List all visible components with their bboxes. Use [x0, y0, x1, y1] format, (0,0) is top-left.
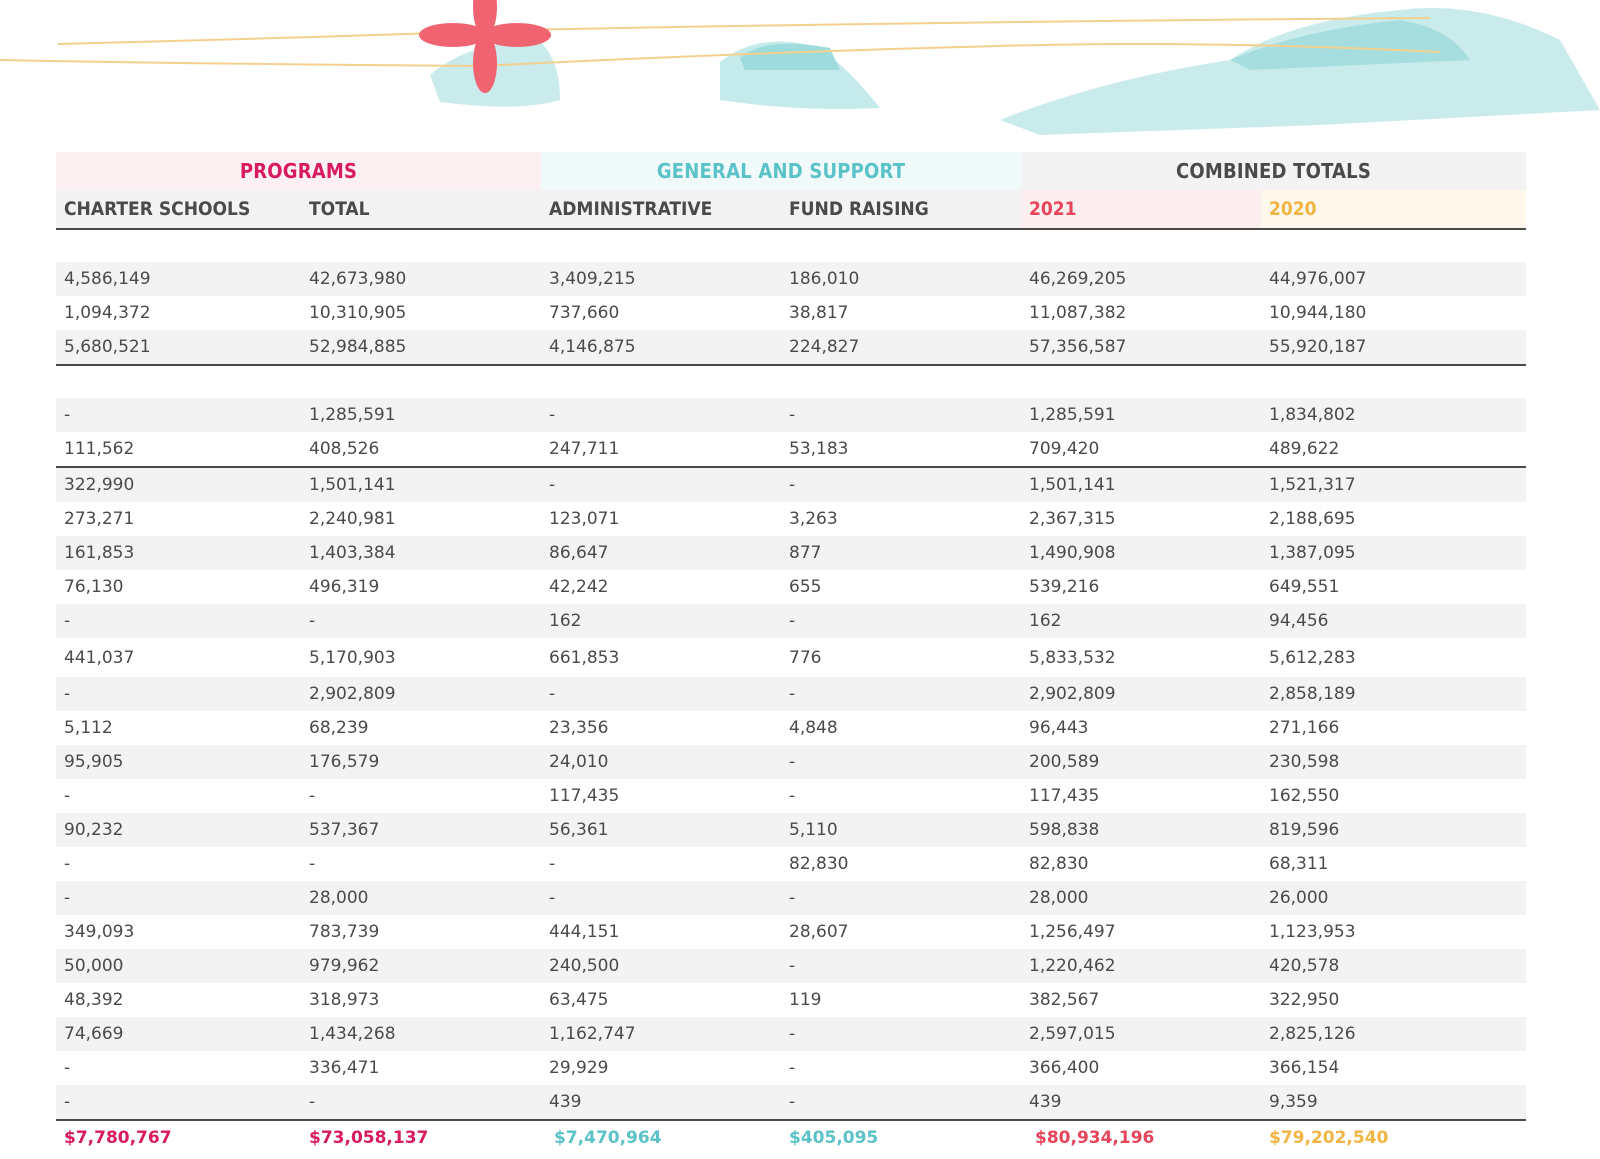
cell-y2021: 46,269,205: [1029, 269, 1127, 289]
cell-fund-raising: -: [789, 684, 796, 704]
cell-total: 1,501,141: [309, 475, 396, 495]
cell-charter-schools: 322,990: [64, 475, 135, 495]
table-row: [56, 677, 1526, 711]
gold-lines: [0, 18, 1440, 66]
cell-y2021: 2,367,315: [1029, 509, 1116, 529]
section-spacer: [56, 366, 1526, 398]
cell-y2021: 117,435: [1029, 786, 1100, 806]
cell-charter-schools: -: [64, 405, 71, 425]
table-row: [56, 847, 1526, 881]
cell-charter-schools: 48,392: [64, 990, 124, 1010]
cell-charter-schools: 76,130: [64, 577, 124, 597]
cell-administrative: 444,151: [549, 922, 620, 942]
cell-fund-raising: 28,607: [789, 922, 849, 942]
table-row: [56, 398, 1526, 432]
column-header-row: [56, 190, 1526, 230]
cell-charter-schools: 1,094,372: [64, 303, 151, 323]
cell-y2020: 420,578: [1269, 956, 1340, 976]
cell-charter-schools: 349,093: [64, 922, 135, 942]
cell-administrative: 240,500: [549, 956, 620, 976]
cell-y2020: 230,598: [1269, 752, 1340, 772]
table-row: [56, 1051, 1526, 1085]
cell-administrative: 4,146,875: [549, 337, 636, 357]
cell-y2020: 1,521,317: [1269, 475, 1356, 495]
cell-y2021: 11,087,382: [1029, 303, 1127, 323]
cell-fund-raising: -: [789, 786, 796, 806]
cell-administrative: -: [549, 854, 556, 874]
cell-administrative: 1,162,747: [549, 1024, 636, 1044]
cell-y2021: 2,597,015: [1029, 1024, 1116, 1044]
cell-administrative: 63,475: [549, 990, 609, 1010]
cell-y2021: 28,000: [1029, 888, 1089, 908]
cell-administrative: 42,242: [549, 577, 609, 597]
cell-y2020: 2,825,126: [1269, 1024, 1356, 1044]
cell-fund-raising: 877: [789, 543, 822, 563]
cell-y2021: 382,567: [1029, 990, 1100, 1010]
cell-y2021: 200,589: [1029, 752, 1100, 772]
cell-total: -: [309, 854, 316, 874]
cell-charter-schools: -: [64, 611, 71, 631]
cell-y2020: 162,550: [1269, 786, 1340, 806]
total-2020: $79,202,540: [1269, 1128, 1389, 1148]
cell-fund-raising: -: [789, 475, 796, 495]
cell-total: 537,367: [309, 820, 380, 840]
group-general-support: GENERAL AND SUPPORT: [541, 152, 1021, 190]
cell-administrative: 117,435: [549, 786, 620, 806]
table-row: [56, 745, 1526, 779]
cell-administrative: 737,660: [549, 303, 620, 323]
cell-total: 408,526: [309, 439, 380, 459]
cell-y2020: 44,976,007: [1269, 269, 1367, 289]
cell-y2020: 271,166: [1269, 718, 1340, 738]
table-row: [56, 638, 1526, 677]
cell-fund-raising: -: [789, 405, 796, 425]
cell-y2020: 1,387,095: [1269, 543, 1356, 563]
cell-fund-raising: 186,010: [789, 269, 860, 289]
cell-total: -: [309, 786, 316, 806]
table-row: [56, 330, 1526, 366]
table-row: [56, 502, 1526, 536]
cell-administrative: 247,711: [549, 439, 620, 459]
cell-total: 5,170,903: [309, 647, 396, 668]
cell-administrative: 661,853: [549, 647, 620, 668]
cell-y2021: 5,833,532: [1029, 647, 1116, 668]
cell-charter-schools: 273,271: [64, 509, 135, 529]
cell-fund-raising: 53,183: [789, 439, 849, 459]
cell-administrative: 3,409,215: [549, 269, 636, 289]
header-decoration: [0, 0, 1600, 150]
cell-y2020: 2,858,189: [1269, 684, 1356, 704]
col-2021: 2021: [1021, 190, 1261, 228]
cell-charter-schools: -: [64, 888, 71, 908]
group-combined-totals: COMBINED TOTALS: [1021, 152, 1526, 190]
section-salaries: [56, 262, 1526, 366]
cell-charter-schools: 74,669: [64, 1024, 124, 1044]
cell-y2020: 10,944,180: [1269, 303, 1367, 323]
section-spacer: [56, 230, 1526, 262]
cell-administrative: -: [549, 684, 556, 704]
cell-y2021: 598,838: [1029, 820, 1100, 840]
table-row: [56, 468, 1526, 502]
col-administrative: ADMINISTRATIVE: [541, 190, 781, 228]
cell-charter-schools: -: [64, 786, 71, 806]
cell-y2020: 5,612,283: [1269, 647, 1356, 668]
cell-y2021: 1,285,591: [1029, 405, 1116, 425]
total-fund-raising: $405,095: [789, 1128, 879, 1148]
cell-administrative: -: [549, 888, 556, 908]
table-row: [56, 604, 1526, 638]
table-row: [56, 296, 1526, 330]
expenses-table: [56, 152, 1526, 1155]
cell-fund-raising: 5,110: [789, 820, 838, 840]
cell-total: 979,962: [309, 956, 380, 976]
group-programs: PROGRAMS: [56, 152, 541, 190]
col-fund-raising: FUND RAISING: [781, 190, 1021, 228]
cell-charter-schools: 111,562: [64, 439, 135, 459]
cell-fund-raising: 224,827: [789, 337, 860, 357]
cell-charter-schools: -: [64, 1058, 71, 1078]
cell-y2021: 57,356,587: [1029, 337, 1127, 357]
cell-y2020: 68,311: [1269, 854, 1329, 874]
cell-y2020: 819,596: [1269, 820, 1340, 840]
cell-total: 2,240,981: [309, 509, 396, 529]
cell-total: 336,471: [309, 1058, 380, 1078]
section-other-a: [56, 398, 1526, 468]
cell-y2020: 322,950: [1269, 990, 1340, 1010]
total-programs-total: $73,058,137: [309, 1128, 429, 1148]
cell-y2020: 2,188,695: [1269, 509, 1356, 529]
cell-total: 318,973: [309, 990, 380, 1010]
cell-charter-schools: 5,112: [64, 718, 113, 738]
section-other-b: [56, 468, 1526, 1121]
cell-total: 10,310,905: [309, 303, 407, 323]
cell-y2021: 96,443: [1029, 718, 1089, 738]
table-row: [56, 432, 1526, 468]
cell-y2020: 9,359: [1269, 1092, 1318, 1112]
cell-total: 496,319: [309, 577, 380, 597]
cell-charter-schools: 161,853: [64, 543, 135, 563]
cell-charter-schools: -: [64, 854, 71, 874]
cell-charter-schools: 441,037: [64, 647, 135, 668]
cell-total: 1,285,591: [309, 405, 396, 425]
table-row: [56, 983, 1526, 1017]
cell-administrative: 123,071: [549, 509, 620, 529]
cell-y2020: 94,456: [1269, 611, 1329, 631]
cell-administrative: -: [549, 405, 556, 425]
cell-fund-raising: -: [789, 611, 796, 631]
cell-administrative: -: [549, 475, 556, 495]
cell-fund-raising: 776: [789, 647, 822, 668]
cell-charter-schools: -: [64, 684, 71, 704]
cell-administrative: 162: [549, 611, 582, 631]
cell-total: 42,673,980: [309, 269, 407, 289]
cell-charter-schools: -: [64, 1092, 71, 1112]
total-administrative: $7,470,964: [554, 1128, 662, 1148]
table-row: [56, 915, 1526, 949]
table-row: [56, 1085, 1526, 1121]
cell-total: 176,579: [309, 752, 380, 772]
table-row: [56, 536, 1526, 570]
cell-charter-schools: 90,232: [64, 820, 124, 840]
cell-administrative: 23,356: [549, 718, 609, 738]
table-row: [56, 949, 1526, 983]
cell-y2021: 1,490,908: [1029, 543, 1116, 563]
cell-total: -: [309, 611, 316, 631]
cell-total: 1,403,384: [309, 543, 396, 563]
cell-administrative: 439: [549, 1092, 582, 1112]
cell-charter-schools: 50,000: [64, 956, 124, 976]
cell-fund-raising: -: [789, 752, 796, 772]
cell-y2021: 709,420: [1029, 439, 1100, 459]
cell-fund-raising: -: [789, 1024, 796, 1044]
cell-y2020: 1,834,802: [1269, 405, 1356, 425]
cell-total: -: [309, 1092, 316, 1112]
cell-y2021: 1,220,462: [1029, 956, 1116, 976]
cell-fund-raising: 82,830: [789, 854, 849, 874]
cell-y2021: 82,830: [1029, 854, 1089, 874]
table-row: [56, 711, 1526, 745]
col-charter-schools: CHARTER SCHOOLS: [56, 190, 301, 228]
cell-charter-schools: 95,905: [64, 752, 124, 772]
table-row: [56, 779, 1526, 813]
cell-y2020: 1,123,953: [1269, 922, 1356, 942]
cell-fund-raising: -: [789, 888, 796, 908]
table-row: [56, 1017, 1526, 1051]
cell-y2020: 26,000: [1269, 888, 1329, 908]
teal-speckle-mounds: [430, 8, 1600, 135]
cell-charter-schools: 5,680,521: [64, 337, 151, 357]
cell-charter-schools: 4,586,149: [64, 269, 151, 289]
cell-y2020: 366,154: [1269, 1058, 1340, 1078]
cell-y2021: 539,216: [1029, 577, 1100, 597]
cell-fund-raising: -: [789, 1092, 796, 1112]
cell-fund-raising: 4,848: [789, 718, 838, 738]
cell-total: 52,984,885: [309, 337, 407, 357]
cell-fund-raising: -: [789, 956, 796, 976]
total-2021: $80,934,196: [1035, 1128, 1155, 1148]
cell-administrative: 29,929: [549, 1058, 609, 1078]
table-row: [56, 570, 1526, 604]
cell-total: 28,000: [309, 888, 369, 908]
cell-y2020: 489,622: [1269, 439, 1340, 459]
totals-row: [56, 1121, 1526, 1155]
cell-fund-raising: -: [789, 1058, 796, 1078]
cell-total: 783,739: [309, 922, 380, 942]
cell-y2021: 439: [1029, 1092, 1062, 1112]
cell-fund-raising: 3,263: [789, 509, 838, 529]
total-charter-schools: $7,780,767: [64, 1128, 172, 1148]
cell-y2021: 1,256,497: [1029, 922, 1116, 942]
table-row: [56, 881, 1526, 915]
cell-administrative: 24,010: [549, 752, 609, 772]
cell-total: 2,902,809: [309, 684, 396, 704]
group-header-row: [56, 152, 1526, 190]
cell-total: 1,434,268: [309, 1024, 396, 1044]
cell-total: 68,239: [309, 718, 369, 738]
cell-y2021: 366,400: [1029, 1058, 1100, 1078]
cell-y2020: 55,920,187: [1269, 337, 1367, 357]
cell-y2021: 162: [1029, 611, 1062, 631]
cell-y2020: 649,551: [1269, 577, 1340, 597]
cell-y2021: 1,501,141: [1029, 475, 1116, 495]
cell-fund-raising: 119: [789, 990, 822, 1010]
col-2020: 2020: [1261, 190, 1526, 228]
cell-fund-raising: 38,817: [789, 303, 849, 323]
cell-fund-raising: 655: [789, 577, 822, 597]
table-row: [56, 813, 1526, 847]
col-total: TOTAL: [301, 190, 541, 228]
cell-administrative: 56,361: [549, 820, 609, 840]
cell-administrative: 86,647: [549, 543, 609, 563]
table-row: [56, 262, 1526, 296]
cell-y2021: 2,902,809: [1029, 684, 1116, 704]
